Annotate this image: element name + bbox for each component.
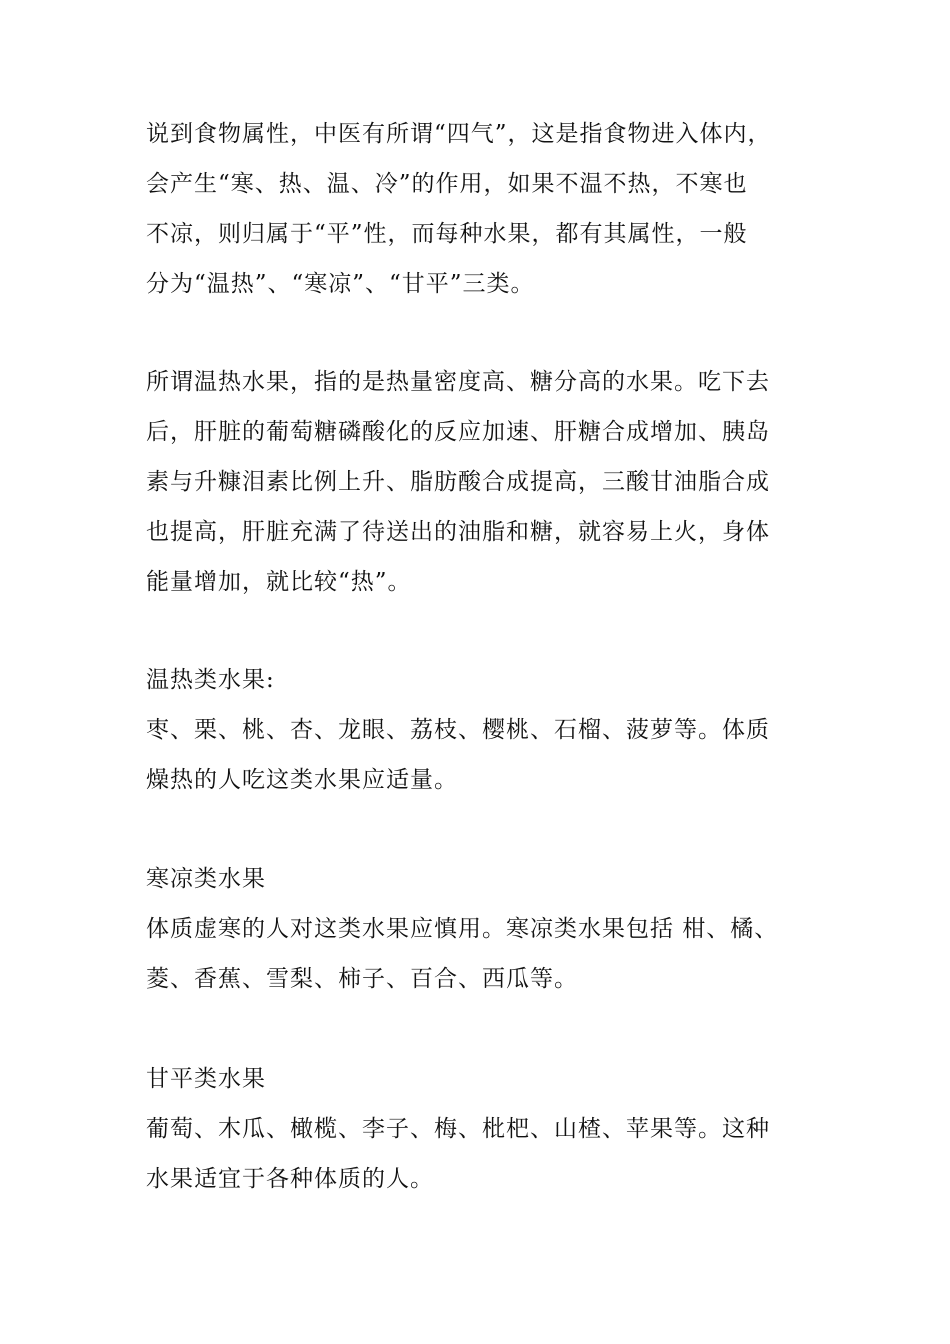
paragraph-four-qi-line-3: 不凉，则归属于“平”性，而每种水果，都有其属性，一般 <box>146 221 748 247</box>
paragraph-four-qi-line-4: 分为“温热”、“寒凉”、“甘平”三类。 <box>146 271 535 297</box>
paragraph-four-qi-line-2: 会产生“寒、热、温、冷”的作用，如果不温不热，不寒也 <box>146 171 748 197</box>
cool-fruits-line-1: 体质虚寒的人对这类水果应慎用。寒凉类水果包括 柑、橘、 <box>146 916 779 942</box>
paragraph-warm-definition-line-2: 后，肝脏的葡萄糖磷酸化的反应加速、肝糖合成增加、胰岛 <box>146 419 770 445</box>
cool-fruits-line-2: 菱、香蕉、雪梨、柿子、百合、西瓜等。 <box>146 966 578 992</box>
neutral-fruits-line-2: 水果适宜于各种体质的人。 <box>146 1166 434 1192</box>
paragraph-warm-definition-line-4: 也提高，肝脏充满了待送出的油脂和糖，就容易上火，身体 <box>146 519 770 545</box>
paragraph-warm-definition-line-1: 所谓温热水果，指的是热量密度高、糖分高的水果。吃下去 <box>146 369 770 395</box>
paragraph-four-qi-line-1: 说到食物属性，中医有所谓“四气”，这是指食物进入体内， <box>146 121 772 147</box>
cool-fruits-heading: 寒凉类水果 <box>146 866 266 892</box>
warm-fruits-line-1: 枣、栗、桃、杏、龙眼、荔枝、樱桃、石榴、菠萝等。体质 <box>146 717 770 743</box>
neutral-fruits-line-1: 葡萄、木瓜、橄榄、李子、梅、枇杷、山楂、苹果等。这种 <box>146 1116 770 1142</box>
neutral-fruits-heading: 甘平类水果 <box>146 1066 266 1092</box>
paragraph-warm-definition-line-3: 素与升糠泪素比例上升、脂肪酸合成提高，三酸甘油脂合成 <box>146 469 770 495</box>
paragraph-warm-definition-line-5: 能量增加，就比较“热”。 <box>146 569 412 595</box>
warm-fruits-line-2: 燥热的人吃这类水果应适量。 <box>146 767 458 793</box>
warm-fruits-heading: 温热类水果: <box>146 667 275 693</box>
